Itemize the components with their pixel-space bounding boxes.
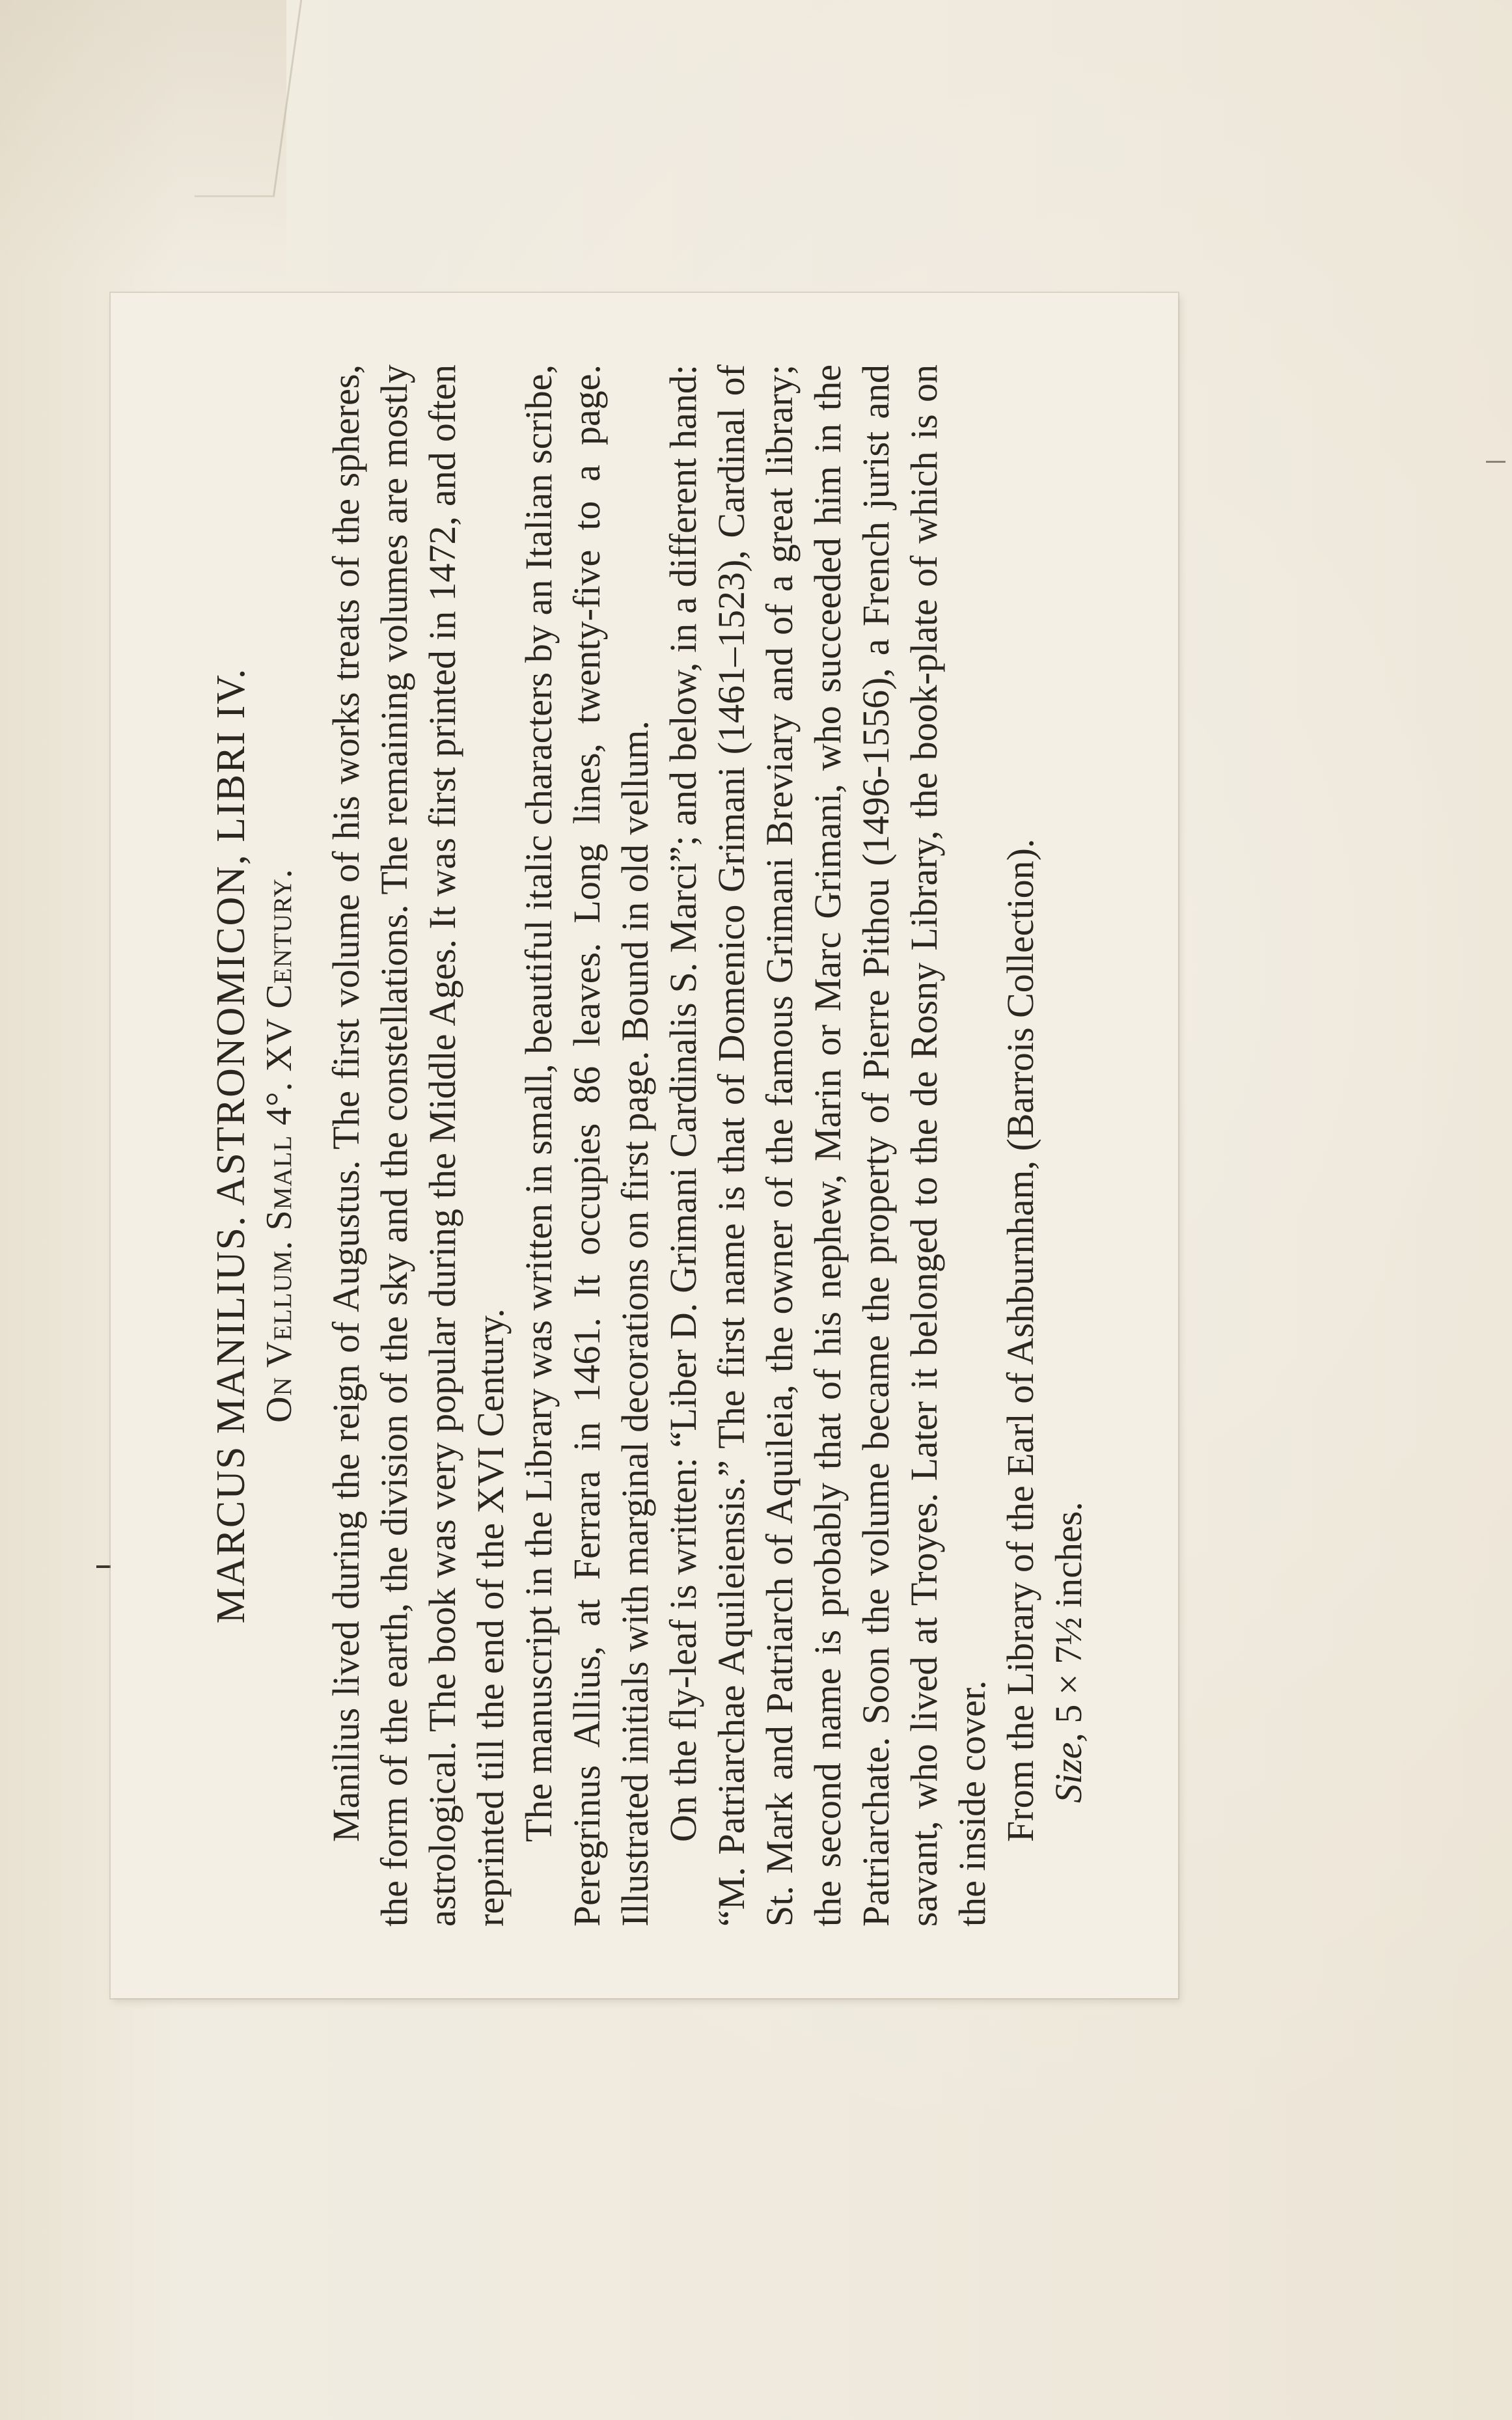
paragraph-manilius: Manilius lived during the reign of Augustus. The first volume of his works treats of the spheres, the form of the earth, the division of the sky and the constellations. The remaining volumes are mostly astrological. The book was very popular during the Middle Ages. It was first printed in 1472, and often reprinted till the end of the XVI Century. bbox=[325, 364, 512, 1927]
document-subtitle: On Vellum. Small 4°. XV Century. bbox=[259, 868, 299, 1423]
paragraph-manuscript: The manuscript in the Library was written in small, beautiful italic characters by an Italian scribe, Peregrinus Allius, at Ferrara in 1461. It occupies 86 leaves. Long lines, twenty-five to a page. Illustrated initials with marginal decorations on first page. Bound in old vellum. bbox=[517, 364, 656, 1927]
clipping-text-block bbox=[182, 325, 1107, 1966]
size-value: 5 × 7½ inches. bbox=[1047, 1502, 1090, 1724]
pasted-clipping bbox=[111, 293, 1178, 1998]
paragraph-provenance: From the Library of the Earl of Ashburnham, (Barrois Collection). bbox=[999, 838, 1041, 1842]
paragraph-fly-leaf: On the fly-leaf is written: “Liber D. Grimani Cardinalis S. Marci”; and below, in a different hand: “M. Patriarchae Aquileiensis.” The first name is that of Domenico Grimani (1461–1523), Cardinal of St. Mark and Patriarch of Aquileia, the owner of the famous Grimani Breviary and of a great library; the second name is probably that of his nephew, Marin or Marc Grimani, who succeeded him in the Patriarchate. Soon the volume became the property of Pierre Pithou (1496-1556), a French jurist and savant, who lived at Troyes. Later it belonged to the de Rosny Library, the book-plate of which is on the inside cover. bbox=[662, 364, 993, 1927]
margin-mark-right bbox=[1486, 461, 1505, 463]
size-label: Size, bbox=[1047, 1733, 1090, 1803]
margin-mark-left bbox=[96, 1565, 111, 1568]
document-title: MARCUS MANILIUS. ASTRONOMICON, LIBRI IV. bbox=[209, 667, 253, 1624]
size-line bbox=[1045, 364, 1093, 1927]
